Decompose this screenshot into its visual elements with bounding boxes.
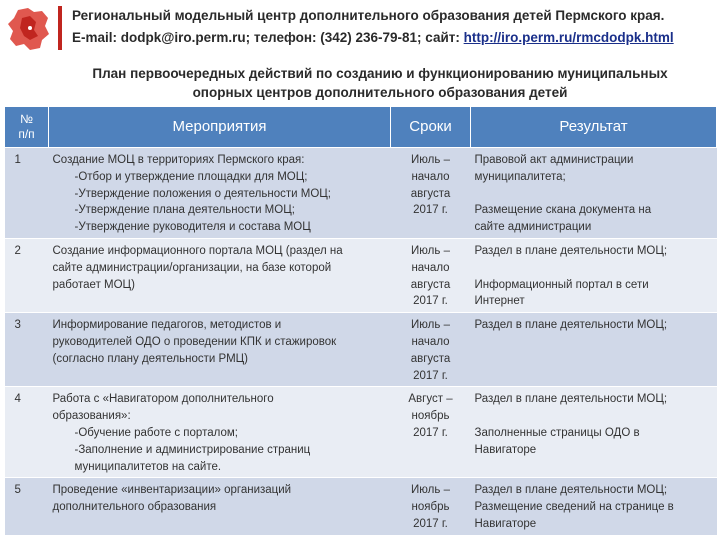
event-line: дополнительного образования [52,501,217,514]
table-row [5,148,717,239]
column-header-num [5,107,49,148]
event-line: образования»: [52,410,131,423]
dates-cell [391,478,471,535]
result-line: сайте администрации [474,221,592,234]
row-number-cell [5,478,49,535]
dates-line: августа [410,187,451,200]
event-line: (согласно плану деятельности РМЦ) [52,352,248,365]
table-header-row [5,107,717,148]
perm-krai-map-icon [4,6,52,52]
column-header-result: Результат [471,107,717,148]
table-row [5,478,717,535]
row-number: 1 [14,154,21,166]
result-cell [471,478,717,535]
dates-line: ноябрь [411,501,450,514]
table-row [5,313,717,387]
table-row [5,238,717,312]
result-line [475,260,713,277]
row-number-cell [5,387,49,478]
row-number: 5 [14,484,21,497]
dates-line: 2017 г. [413,369,448,382]
result-cell [471,238,717,312]
column-header-dates: Сроки [391,107,471,148]
result-cell [471,387,717,478]
event-line: Работа с «Навигатором дополнительного [52,393,274,406]
result-line: Раздел в плане деятельности МОЦ; [474,244,668,257]
event-line: -Заполнение и администрирование страниц [74,443,311,456]
dates-line: 2017 г. [413,295,448,308]
contact-line [72,30,674,45]
event-cell [49,313,391,387]
event-line: -Утверждение положения о деятельности МОЦ; [74,187,331,200]
result-line: Интернет [474,295,525,308]
dates-line: августа [410,278,451,291]
dates-cell [391,238,471,312]
header [0,0,720,56]
event-line: -Обучение работе с порталом; [74,426,238,439]
event-line: -Отбор и утверждение площадки для МОЦ; [74,170,308,183]
accent-bar [58,6,62,50]
column-header-event: Мероприятия [49,107,391,148]
row-number-cell [5,313,49,387]
plan-title-line1: План первоочередных действий по созданию и функционированию муниципальных [92,66,668,81]
row-number: 3 [14,319,21,332]
dates-line: начало [411,170,450,183]
dates-line: Июль – [411,319,450,332]
result-cell [471,313,717,387]
site-link[interactable]: http://iro.perm.ru/rmcdodpk.html [463,30,674,45]
result-line: Правовой акт администрации [474,154,634,166]
dates-line: 2017 г. [413,204,448,217]
result-cell [471,148,717,239]
result-line: Раздел в плане деятельности МОЦ; [474,393,668,406]
plan-title-line2: опорных центров дополнительного образования детей [192,85,568,100]
event-line: руководителей ОДО о проведении КПК и стажировок [52,335,337,348]
num-header-line2: п/п [18,127,35,141]
result-line: Раздел в плане деятельности МОЦ; [474,319,668,332]
result-line: Заполненные страницы ОДО в [474,426,640,439]
table-row [5,387,717,478]
dates-line: Август – [408,393,453,406]
dates-line: августа [410,352,451,365]
event-line: -Утверждение плана деятельности МОЦ; [74,204,295,217]
action-plan-table [4,106,717,535]
dates-line: 2017 г. [413,517,448,530]
dates-line: Июль – [411,484,450,497]
plan-title [80,64,680,102]
event-cell [49,238,391,312]
dates-line: ноябрь [411,410,450,423]
dates-line: начало [411,261,450,274]
event-cell [49,148,391,239]
event-line: Создание информационного портала МОЦ (раздел на [52,244,343,257]
result-line: Информационный портал в сети [474,278,649,291]
row-number-cell [5,148,49,239]
event-line: муниципалитетов на сайте. [74,460,222,473]
result-line: Раздел в плане деятельности МОЦ; [474,484,668,497]
row-number: 2 [14,244,21,257]
result-line: Навигаторе [474,517,537,530]
row-number: 4 [14,393,21,406]
result-line: Размещение скана документа на [474,204,652,217]
result-line [475,408,713,425]
event-line: работает МОЦ) [52,278,135,291]
event-line: Проведение «инвентаризации» организаций [52,484,292,497]
dates-line: Июль – [411,244,450,257]
result-line [475,186,713,203]
event-cell [49,387,391,478]
dates-cell [391,313,471,387]
event-line: Информирование педагогов, методистов и [52,319,282,332]
event-cell [49,478,391,535]
result-line: Навигаторе [474,443,537,456]
dates-line: Июль – [411,154,450,166]
dates-line: 2017 г. [413,426,448,439]
row-number-cell [5,238,49,312]
event-line: сайте администрации/организации, на базе которой [52,261,332,274]
dates-cell [391,148,471,239]
contact-text: E-mail: dodpk@iro.perm.ru; телефон: (342) 236-79-81; сайт: [72,30,464,45]
result-line: Размещение сведений на странице в [474,501,674,514]
dates-line: начало [411,335,450,348]
result-line: муниципалитета; [474,170,566,183]
event-line: Создание МОЦ в территориях Пермского края: [52,154,305,166]
event-line: -Утверждение руководителя и состава МОЦ [74,221,311,234]
num-header-line1: № [20,112,33,126]
dates-cell [391,387,471,478]
org-title: Региональный модельный центр дополнительного образования детей Пермского края. [72,8,665,23]
